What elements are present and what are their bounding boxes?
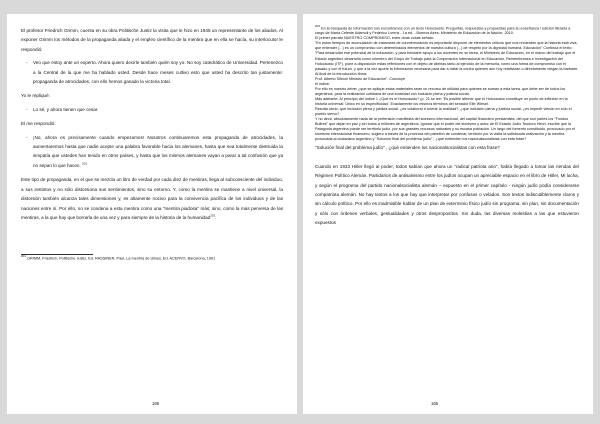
paragraph-respondio: El me respondió: [21, 121, 56, 127]
right-page [303, 14, 593, 414]
paragraph-propaganda-text: Este tipo de propaganda, en el que se mezcla un litro de verdad por cada diez de mentiras, llega al subconsciente del individuo, a sus instintos y no sólo distorsiona sus sentimientos, sino su entorno. Y, como la mentira se mantiene a nivel universal, la distorsión también alcanza tales dimensiones y, es altamente nocivo para la convivencia pacífica de los individuos y de las naciones entre sí. Por ello, no se condena a esta mentira como una "mentira piadosa" más; sino, como la más perversa de las mentiras, a la que hay que borrarla de una vez y para siempre de la historia de la humanidad [21, 177, 283, 220]
footnote-block [315, 26, 579, 36]
footnote-line: "En estos tiempos de acumulación de instancias de conmemoración es importante disponer de elementos críticos que nos recuerden que la historia está viva, que entender (...) es un compromiso con determinados elementos de nuestra cultura (...) de respeto por la dignidad humana. Educación" Continúa el texto: [315, 41, 578, 51]
quote-bullet-3 [21, 133, 283, 171]
page-number: 165 [431, 401, 438, 406]
footnote-line: Prof. Alberto Sileoni Ministro de Educación". Concluye [315, 76, 405, 81]
footnote-divider [21, 254, 93, 255]
footnote-ref-202: 202 [210, 213, 216, 218]
footnote-ref-201: 201 [82, 161, 88, 166]
footnote-line: Y no decir, absolutamente nada de la pretensión manifiesta del sionismo internacional, del capital financiero prestamista, del que son partes los "Fondos Buitres" que dejan en paz y sin todos a millones de argentinos. Ignorar que el poder del sionismo y autor de El Estado Judío Teodoro Herzl, escribe que la Patagonia argentina puede ser territorio judío, por sus grandes recursos naturales y su escasa población. Un largo del fomento constituido, provocado por el sionismo internacional financiero, sugiero a través de la provincia del pabellón de condenar, territorio por la visita la sofisticada realización y la mentira provocada al ciudadano argentino y "Solución final del problema judío" , ¿qué entienden los nacionalsocialistas con esta frase? [315, 117, 575, 142]
footnote-line: el índice: [315, 81, 331, 86]
quote-bullet-2-text: Lo sé, y ahora tienen que cesar. [33, 106, 99, 112]
footnote [21, 256, 283, 262]
quote-bullet-3-text: ¡No, ahora es precisamente cuando empezamos! Nosotros continuaremos esta propaganda de atrocidades, la aumentaremos hasta que nadie acepte una palabra favorable hacia los alemanes, hasta que sea totalmente destruida la simpatía que ustedes han tenido en otros países, y hasta que los mismos alemanes vayan a parar a tal confusión que ya no sepan lo que hacen. [33, 134, 283, 168]
dash-marker: - [26, 134, 28, 140]
footnote-line: Resulta obvio, que inclusión plena y justicia social, ¿es colaborar e tolerar la realidad?, ¿que inclusión plena y justicia social, ¿es impedir viendo en sólo el pueblo siervo? [315, 107, 572, 117]
paragraph-intro: El profesor Friedrich Grimm, cuenta en su obra Politische Justiz la visita que le hizo en 1945 un representante de los aliados. Al exponer Grimm los métodos de la propaganda aliada y el empleo científico de la mentira que en ella se hacía, su interlocutor le respondió: [21, 28, 283, 52]
paragraph-propaganda: Este tipo de propaganda, en el que se mezcla un litro de verdad por cada diez de mentiras, llega al subconsciente del individuo, a sus instintos y no sólo distorsiona sus sentimientos, sino su entorno. Y, como la mentira se mantiene a nivel universal, la distorsión también alcanza tales dimensiones y, es altamente nocivo para la convivencia pacífica de los individuos y de las naciones entre sí. Por ello, no se condena a esta mentira como una "mentira piadosa" más; sino, como la más perversa de las mentiras, a la que hay que borrarla de una vez y para siempre de la historia de la humanidad$^{202}$. [21, 177, 283, 220]
paragraph-hitler: Cuando en 1933 Hitler llegó al poder, todos sabían que ahora un "radical patriota ario", había llegado a tomar las riendas del Régimen Político Alemán. Partidarios de antisalvismo entre los judíos ocupan un apreciable espacio en el libro de Hitler, Mi lucha, y según el programa del partido nacionalsocialista alemán – expuesto en el primer capítulo - ningún judío podía considerarse compatriota alemán. No hay textos a los que hay que interpretar por confusos o velados. Son textos indiscutiblemente claros y sin cálculo político. Por ello es inadmisible hablar de un plan de exterminio físico judío sin programa, sin plan, sin documentación y sólo con órdenes verbales, gestualidades y otros desproposítos. Sin duda, las diversas molestias a las que estuvieron expuestos [315, 163, 579, 226]
footnote-line: Por ello es nuestro deber ¿que se aplique estas materiales sean un recurso de utilidad para quienes se suman a esta tarea, que debe ser de todos los argentinos, para la realización cotidiana de una sociedad con inclusión plena y justicia social. [315, 86, 566, 96]
question-heading: "Solución final del problema judío" , ¿qué entienden los nacionalsocialistas con esta frase? [315, 145, 500, 151]
dash-marker: - [26, 60, 28, 66]
left-page [7, 14, 297, 414]
footnote-line: En la búsqueda de información nos encontramos con un texto Holocausto: Preguntas, respuestas y propuestas para su enseñanza / edición literaria a cargo de María Celeste Adamoli y Federico Lorenz - 1a ed. - Buenos Aires: Ministerio de Educación de la Nación, 2010. [315, 26, 571, 36]
footnote-line: "Para desarrollar ese potencial de la educación, y para brindarle apoyo a los docentes en su tarea, el Ministerio de Educación, en el marco del trabajo que el Estado argentino desarrolla como miembro del Grupo de Trabajo para la Cooperación Internacional en Educación, Remembranza e Investigación del Holocausto (ITF), pone a disposición estas reflexiones con el objeto de abrirlas tanto al ejercicio de la memoria, como una forma de compromiso con el pasado y con el futuro, y que a la vez aporte la información necesaria para dar a tratar la contra quienes aún hoy relativizan o directamente niegan la barbarie. Al final de la introducción firma: [315, 51, 579, 76]
dash-marker: - [26, 106, 28, 112]
quote-bullet-1 [21, 58, 283, 86]
footnote-line: Más adelante: Al principio del índice 1 ¿Qué es el Holocausto? (p. 21 se lee: 'Es posible afirmar que el Holocausto constituye un punto de inflexión en la historia universal: Único en su especificidad'. Exactamente los mismos términos del senador Elie Wiesel. [315, 96, 568, 106]
page-number: 168 [152, 401, 159, 406]
footnote-line: El primer párrafo NUESTRO COMPROMISO, entre otras cosas señala: [315, 36, 434, 41]
footnote-mark: 201 [21, 254, 27, 259]
footnote-mark: 202 [315, 24, 321, 28]
paragraph-replica: Yo le repliqué: [21, 93, 50, 99]
footnote-text: GRIMM, Friedrich, Politische Justiz, Ed. RASSINER, Paul, La mentira de Ulises, Ed. ACERVO, Barcelona, 1961 [27, 256, 216, 261]
quote-bullet-1-text: Veo que estoy ante un experto. Ahora quiero decirle también quién soy yo. No soy catedrático de Universidad. Pertenezco a la Central de la que me ha hablado usted. Desde hace meses cultivo esto que usted ha descrito tan justamente: propaganda de atrocidades, con ello hemos ganado la victoria total. [33, 60, 283, 85]
quote-bullet-2 [21, 105, 283, 114]
